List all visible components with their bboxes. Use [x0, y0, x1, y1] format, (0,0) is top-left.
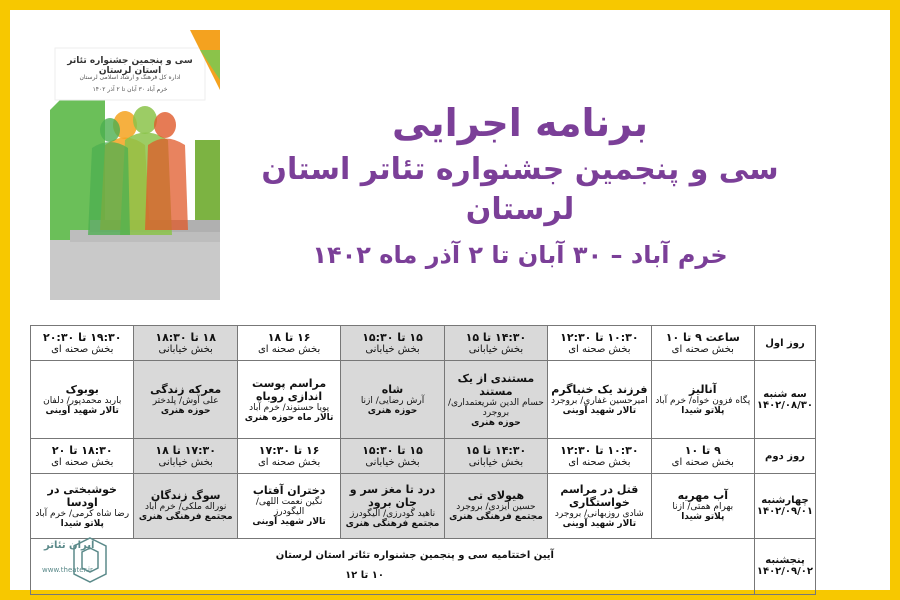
- play-cell: [548, 474, 651, 538]
- slot-time: ۱۸ تا ۱۸:۳۰: [155, 331, 216, 345]
- play-credits: امیرحسین غفاری/ بروجرد: [551, 396, 648, 407]
- closing-row: [31, 538, 816, 594]
- play-venue: تالار شهید آوینی: [45, 406, 119, 417]
- slot-header: [134, 326, 237, 361]
- header: [240, 100, 800, 272]
- play-cell: [237, 361, 340, 438]
- slot-section: بخش صحنه ای: [51, 344, 114, 356]
- slot-time: ۱۵ تا ۱۵:۳۰: [362, 331, 423, 345]
- day-weekday: چهارشنبه: [761, 494, 809, 506]
- play-venue: حوزه هنری: [160, 406, 211, 417]
- slot-header: [31, 326, 134, 361]
- slot-time: ۱۵ تا ۱۵:۳۰: [362, 444, 423, 458]
- play-cell: [444, 474, 547, 538]
- play-title: بوبوک: [65, 383, 99, 397]
- schedule-play-row: [31, 361, 816, 438]
- play-title: هیولای تی: [467, 489, 525, 503]
- slot-section: بخش صحنه ای: [257, 344, 321, 356]
- slot-header: [237, 326, 340, 361]
- play-credits: پویا حسنوند/ خرم آباد: [249, 402, 330, 413]
- play-title: آنالیز: [689, 383, 717, 397]
- slot-header: [341, 326, 444, 361]
- day-date-cell: [755, 474, 816, 538]
- play-credits: باربد محمدپور/ دلفان: [43, 396, 122, 407]
- play-credits: علی آوش/ پلدختر: [152, 396, 219, 407]
- play-venue: حوزه هنری: [471, 417, 521, 428]
- poster-dates: خرم آباد ۳۰ آبان تا ۲ آذر ۱۴۰۲: [92, 86, 168, 93]
- slot-time: ۱۶ تا ۱۸: [267, 331, 311, 345]
- slot-section: بخش صحنه ای: [257, 457, 321, 469]
- slot-section: بخش خیابانی: [365, 457, 420, 469]
- slot-section: بخش صحنه ای: [671, 344, 734, 356]
- slot-time: ۱۴:۳۰ تا ۱۵: [465, 444, 527, 458]
- poster-title: سی و پنجمین جشنواره تئاتر استان لرستان: [67, 56, 193, 76]
- slot-header: [444, 326, 547, 361]
- slot-time: ۱۶ تا ۱۷:۳۰: [258, 444, 320, 458]
- play-cell: [134, 474, 237, 538]
- play-venue: پلاتو شیدا: [681, 512, 725, 523]
- play-title: شاه: [381, 383, 404, 397]
- page-frame: [10, 10, 890, 590]
- page-dates: خرم آباد – ۳۰ آبان تا ۲ آذر ماه ۱۴۰۲: [312, 241, 728, 269]
- play-credits: نگین نعمت اللهی/ الیگودرز: [255, 497, 323, 518]
- slot-header: [134, 438, 237, 473]
- day-label: روز اول: [755, 326, 816, 361]
- play-venue: تالار شهید آوینی: [562, 518, 637, 529]
- play-title: مستندی از یک مستند: [457, 371, 535, 398]
- play-venue: تالار ماه حوزه هنری: [244, 412, 334, 423]
- slot-time: ۱۴:۳۰ تا ۱۵: [465, 331, 527, 345]
- play-credits: پگاه فزون خواه/ خرم آباد: [655, 396, 751, 407]
- play-venue: مجتمع فرهنگی هنری: [345, 518, 440, 529]
- page-subtitle: سی و پنجمین جشنواره تئاتر استان لرستان: [261, 152, 779, 227]
- slot-header: [651, 438, 754, 473]
- closing-weekday: پنجشنبه: [765, 555, 805, 567]
- day-weekday: سه شنبه: [763, 388, 807, 400]
- slot-time: ۱۰:۳۰ تا ۱۲:۳۰: [560, 444, 639, 458]
- slot-section: بخش صحنه ای: [51, 457, 114, 469]
- slot-time: ۱۹:۳۰ تا ۲۰:۳۰: [43, 331, 122, 345]
- schedule-time-row: [31, 326, 816, 361]
- play-title: سوگ زندگان: [150, 489, 221, 503]
- schedule-play-row: [31, 474, 816, 538]
- play-title: معرکه زندگی: [150, 383, 222, 397]
- slot-time: ۱۸:۳۰ تا ۲۰: [51, 444, 113, 458]
- play-venue: حوزه هنری: [367, 406, 418, 417]
- schedule-table: [30, 325, 816, 595]
- play-cell: [651, 474, 754, 538]
- play-title: خوشبختی در اودسا: [47, 482, 117, 509]
- slot-header: [548, 438, 651, 473]
- closing-title: آیین اختتامیه سی و پنجمین جشنواره تئاتر استان لرستان: [275, 550, 554, 562]
- play-credits: حسین ایزدی/ بروجرد: [456, 502, 536, 513]
- closing-date: ۱۴۰۲/۰۹/۰۲: [756, 566, 813, 578]
- play-credits: آرش رضایی/ ازنا: [360, 396, 425, 407]
- slot-section: بخش صحنه ای: [671, 457, 734, 469]
- play-credits: رضا شاه کرمی/ خرم آباد: [35, 508, 130, 519]
- play-cell: [31, 474, 134, 538]
- play-credits: بهرام همتی/ ازنا: [672, 502, 734, 513]
- day-date: ۱۴۰۲/۰۸/۳۰: [756, 399, 813, 411]
- play-cell: [237, 474, 340, 538]
- page-title: برنامه اجرایی: [391, 101, 649, 145]
- slot-section: بخش صحنه ای: [568, 344, 631, 356]
- slot-header: [651, 326, 754, 361]
- play-cell: [31, 361, 134, 438]
- poster-subtitle: اداره کل فرهنگ و ارشاد اسلامی لرستان: [79, 74, 181, 81]
- slot-time: ۹ تا ۱۰: [684, 444, 721, 458]
- slot-section: بخش خیابانی: [158, 344, 213, 356]
- play-cell: [341, 361, 444, 438]
- play-venue: پلاتو شیدا: [60, 518, 104, 529]
- slot-header: [341, 438, 444, 473]
- slot-section: بخش صحنه ای: [568, 457, 631, 469]
- slot-section: بخش خیابانی: [468, 344, 524, 356]
- play-venue: مجتمع فرهنگی هنری: [449, 512, 543, 523]
- slot-section: بخش خیابانی: [365, 344, 420, 356]
- play-title: آب مهریه: [677, 489, 728, 503]
- slot-time: ۱۷:۳۰ تا ۱۸: [155, 444, 216, 458]
- slot-header: [31, 438, 134, 473]
- play-cell: [548, 361, 651, 438]
- slot-section: بخش خیابانی: [468, 457, 524, 469]
- slot-header: [444, 438, 547, 473]
- slot-header: [548, 326, 651, 361]
- slot-time: ساعت ۹ تا ۱۰: [665, 331, 740, 345]
- play-credits: نوراله ملکی/ خرم آباد: [145, 502, 227, 513]
- watermark-url: www.theater.ir: [42, 566, 93, 574]
- play-title: دختران آفتاب: [252, 484, 326, 498]
- play-credits: ناهید گودرزی/ الیگودرز: [349, 508, 436, 519]
- play-venue: مجتمع فرهنگی هنری: [138, 512, 233, 523]
- play-venue: پلاتو شیدا: [681, 406, 725, 417]
- play-title: قتل در مراسم خواستگاری: [560, 482, 639, 509]
- play-title: فرزند یک خنیاگرم: [551, 383, 648, 397]
- closing-time: ۱۰ تا ۱۲: [345, 570, 384, 582]
- play-credits: حسام الدین شریعتمداری/ بروجرد: [448, 397, 544, 418]
- play-cell: [444, 361, 547, 438]
- play-cell: [341, 474, 444, 538]
- slot-header: [237, 438, 340, 473]
- closing-ceremony: [31, 538, 755, 594]
- schedule-time-row: [31, 438, 816, 473]
- watermark-brand: ایران تئاتر: [44, 540, 95, 551]
- play-credits: شادی روزبهانی/ بروجرد: [554, 508, 644, 519]
- play-venue: تالار شهید آوینی: [252, 517, 326, 528]
- play-title: مراسم پوست اندازی روباه: [252, 376, 327, 403]
- closing-date-cell: [755, 538, 816, 594]
- day-label: روز دوم: [755, 438, 816, 473]
- play-title: درد تا مغز سر و جان برود: [349, 482, 436, 509]
- play-cell: [651, 361, 754, 438]
- day-date-cell: [755, 361, 816, 438]
- slot-time: ۱۰:۳۰ تا ۱۲:۳۰: [560, 331, 639, 345]
- day-date: ۱۴۰۲/۰۹/۰۱: [756, 505, 813, 517]
- festival-poster: [50, 30, 220, 300]
- play-venue: تالار شهید آوینی: [562, 406, 637, 417]
- play-cell: [134, 361, 237, 438]
- slot-section: بخش خیابانی: [158, 457, 213, 469]
